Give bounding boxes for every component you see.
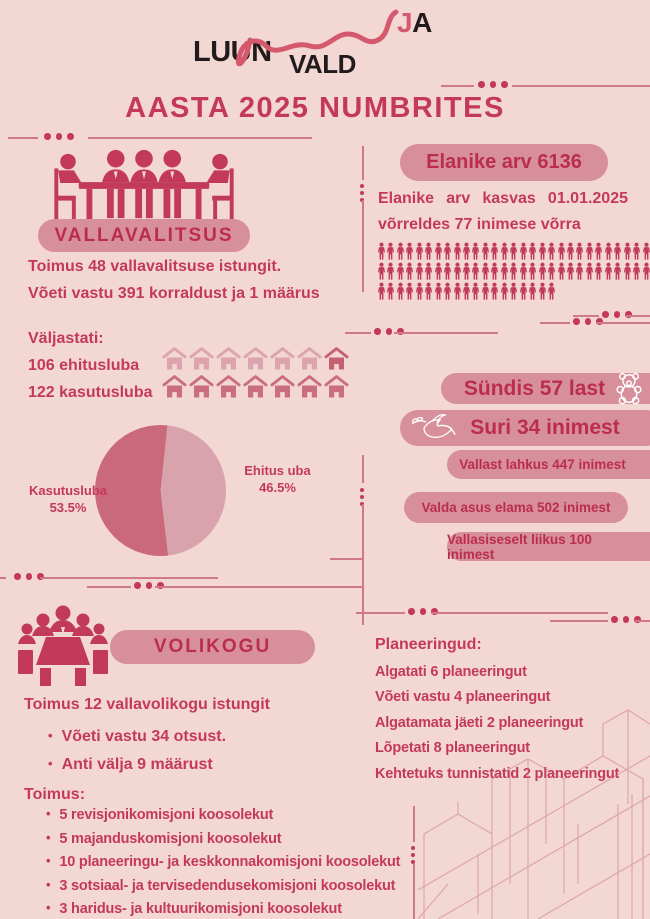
pie-label-value: 46.5% [259,480,296,495]
elanike-heading-pill [400,144,608,181]
person-icon [575,242,584,261]
moved-in-text: Valda asus elama 502 inimest [421,500,611,515]
person-icon [613,242,622,261]
pie-label-kasutusluba [18,482,118,516]
person-icon [481,282,490,301]
vallavalitsus-line1: Toimus 48 vallavalitsuse istungit. [28,258,282,275]
dove-icon [410,411,456,445]
elanike-line1 [378,190,628,208]
divider-line [573,315,599,317]
person-icon [443,282,452,301]
word: arv [446,190,471,207]
divider-dots [478,81,508,88]
word: Elanike [378,190,435,207]
person-icon [490,282,499,301]
deaths-text: Suri 34 inimest [470,416,620,439]
list-item: • 3 haridus- ja kultuurikomisjoni koosolekut [46,897,400,919]
person-icon [594,262,603,281]
person-icon [528,282,537,301]
permits-line2: 122 kasutusluba [28,384,153,401]
house-icon [243,346,268,370]
person-icon [453,262,462,281]
divider-line [8,137,38,139]
person-icon [632,262,641,281]
person-icon [396,242,405,261]
person-icon [528,262,537,281]
divider-line [540,322,570,324]
person-icon [377,282,386,301]
list-item: Algatamata jäeti 2 planeeringut [375,714,584,731]
divider-line [87,586,131,588]
house-icon [189,374,214,398]
house-icon [297,346,322,370]
person-icon [547,262,556,281]
person-icon [547,242,556,261]
person-icon [453,282,462,301]
list-item: Algatati 6 planeeringut [375,664,527,680]
permits-line1: 106 ehitusluba [28,357,140,374]
vallavalitsus-heading: VALLAVALITSUS [54,224,234,246]
person-icon [490,262,499,281]
person-icon [462,262,471,281]
vertical-divider [362,504,364,625]
volikogu-heading-pill [110,630,315,664]
vertical-divider [362,455,364,483]
vertical-divider-dots [411,846,415,864]
list-item: • 10 planeeringu- ja keskkonnakomisjoni koosolekut [46,850,400,874]
person-icon [471,262,480,281]
vallavalitsus-heading-pill [38,219,250,252]
house-icon [324,346,349,370]
volikogu-bullet-list [48,722,226,778]
vertical-divider [413,864,415,919]
person-icon [509,282,518,301]
births-pill [441,373,650,404]
person-icon [594,242,603,261]
person-icon [509,262,518,281]
person-icon [500,282,509,301]
person-icon [538,262,547,281]
person-icon [434,262,443,281]
person-icon [481,262,490,281]
person-icon [557,242,566,261]
moved-out-pill [447,450,650,479]
house-icon [189,346,214,370]
pie-label-name: Kasutusluba [28,483,107,498]
list-item: • 5 majanduskomisjoni koosolekut [46,827,400,851]
person-icon [443,242,452,261]
meetings-heading: Toimus: [24,786,86,803]
person-icon [500,262,509,281]
person-icon [386,262,395,281]
person-icon [585,242,594,261]
logo-word-luunja: LUUN [193,36,272,68]
moved-within-text: Vallasiseselt liikus 100 inimest [447,531,592,562]
divider-tick [330,558,363,560]
person-icon [538,282,547,301]
divider-line [0,577,6,579]
house-icon [324,374,349,398]
person-icon [538,242,547,261]
logo-ribbon-squiggle-icon [236,2,416,86]
person-icon [405,242,414,261]
permits-heading: Väljastati: [28,330,104,347]
person-icon [519,242,528,261]
person-icon [604,262,613,281]
deaths-pill [400,410,650,446]
person-icon [519,262,528,281]
volikogu-line1: Toimus 12 vallavolikogu istungit [24,696,270,713]
vertical-divider [362,146,364,180]
meetings-bullet-list [46,803,400,919]
person-icon [453,242,462,261]
volikogu-heading: VOLIKOGU [153,636,272,657]
person-icon [386,282,395,301]
person-icon [462,282,471,301]
divider-line [356,612,405,614]
house-icon [162,346,187,370]
person-icon [642,262,650,281]
person-icon [623,242,632,261]
person-icon [623,262,632,281]
divider-line [155,586,363,588]
person-icon [585,262,594,281]
house-row [162,374,349,398]
person-icon [424,262,433,281]
person-icon [405,282,414,301]
divider-line [345,332,371,334]
logo-letter-a: A [412,7,432,38]
person-icon [415,242,424,261]
house-icon [243,374,268,398]
moved-in-pill [404,492,628,523]
divider-line [394,332,498,334]
list-item: • 3 sotsiaal- ja tervisedendusekomisjoni koosolekut [46,874,400,898]
planeeringud-heading: Planeeringud: [375,636,482,653]
person-icon [462,242,471,261]
person-icon [424,242,433,261]
divider-line [634,620,650,622]
person-icon [471,242,480,261]
council-table-icon [16,604,110,686]
person-icon [405,262,414,281]
person-icon [415,282,424,301]
house-icon [216,374,241,398]
person-icon [642,242,650,261]
teddy-bear-icon [614,372,644,405]
house-icon [270,346,295,370]
person-icon [471,282,480,301]
person-icon [519,282,528,301]
house-icon-grid [162,346,349,398]
house-row [162,346,349,370]
word: kasvas [482,190,536,207]
divider-line [88,137,312,139]
pie-label-value: 53.5% [49,500,87,515]
meeting-table-icon [50,147,238,223]
person-icon [443,262,452,281]
person-icon [547,282,556,301]
pie-label-name: Ehitus uba [244,463,311,478]
logo-word-vald: VALD [289,49,356,79]
person-icon [424,282,433,301]
divider-line [550,620,608,622]
person-icon [396,282,405,301]
person-icon [528,242,537,261]
pie-label-ehitusluba [225,462,330,496]
births-text: Sündis 57 last [463,376,606,400]
person-icon [604,242,613,261]
divider-line [626,315,650,317]
house-icon [270,374,295,398]
person-icon [490,242,499,261]
divider-line [596,322,650,324]
elanike-heading: Elanike arv 6136 [426,151,582,173]
person-icon [377,262,386,281]
buildings-line-art [418,684,650,919]
vertical-divider [362,200,364,292]
list-item: Lõpetati 8 planeeringut [375,740,530,757]
person-icon [415,262,424,281]
person-icon [613,262,622,281]
person-icon [632,242,641,261]
person-icon [566,242,575,261]
elanike-line2: võrreldes 77 inimese võrra [378,216,581,233]
list-item: • Võeti vastu 34 otsust. [48,722,226,750]
moved-within-pill [447,532,650,561]
divider-line [40,577,218,579]
page-title: AASTA 2025 NUMBRITES [125,92,505,124]
person-icon [396,262,405,281]
house-icon [216,346,241,370]
person-icon [386,242,395,261]
house-icon [162,374,187,398]
logo-letter-j: J [397,7,413,38]
word: 01.01.2025 [547,190,628,207]
person-icon [575,262,584,281]
person-icon [434,282,443,301]
divider-line [431,612,608,614]
list-item: Võeti vastu 4 planeeringut [375,689,551,706]
list-item: • Anti välja 9 määrust [48,750,226,778]
person-icon [500,242,509,261]
moved-out-text: Vallast lahkus 447 inimest [459,457,626,472]
house-icon [297,374,322,398]
person-icon [434,242,443,261]
divider-dots [44,133,74,140]
person-icon [481,242,490,261]
person-icon [377,242,386,261]
population-icon-grid [377,242,650,301]
list-item: • 5 revisjonikomisjoni koosolekut [46,803,400,827]
divider-line [512,85,650,87]
person-icon [509,242,518,261]
vertical-divider [413,806,415,842]
person-icon [566,262,575,281]
person-icon [557,262,566,281]
vallavalitsus-line2: Võeti vastu 391 korraldust ja 1 määrus [28,285,320,302]
divider-line [441,85,474,87]
list-item: Kehtetuks tunnistatid 2 planeeringut [375,765,620,782]
